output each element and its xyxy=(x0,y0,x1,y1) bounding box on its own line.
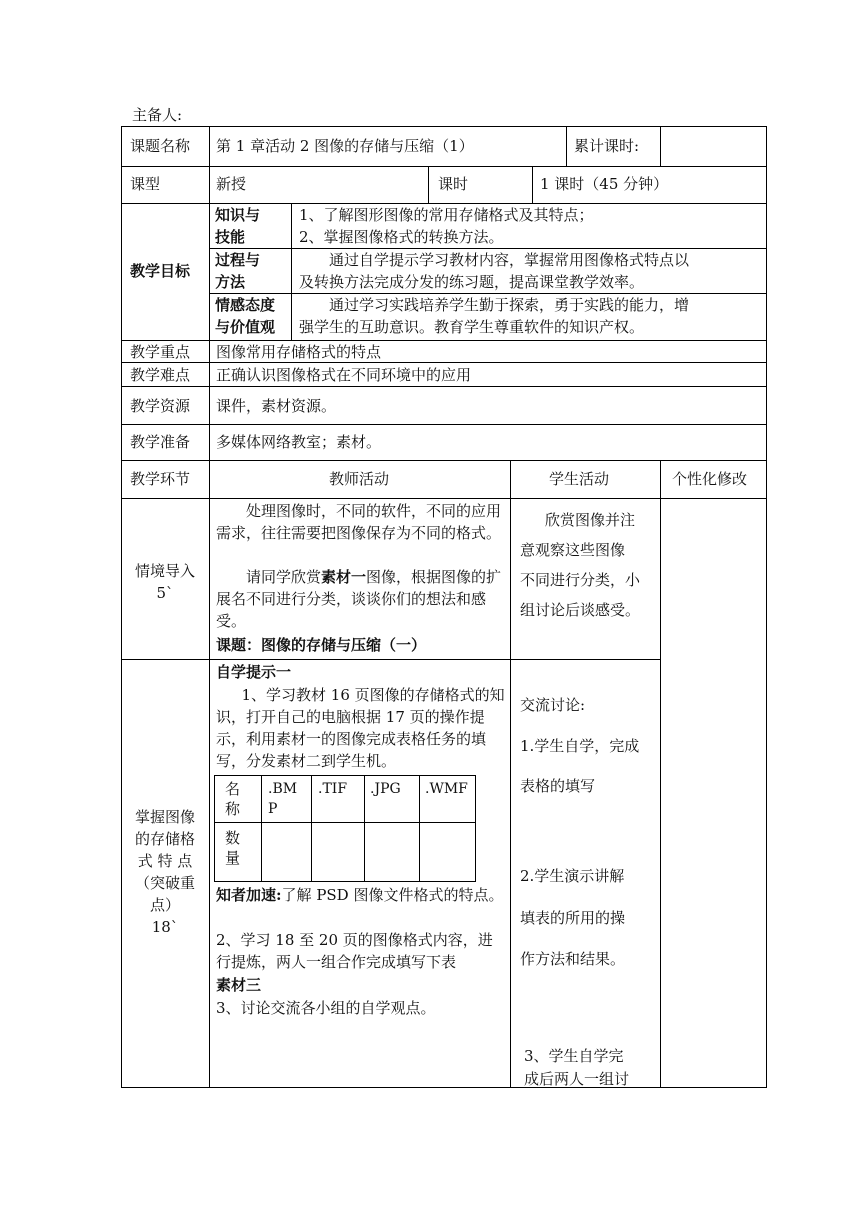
student-column-header: 学生活动 xyxy=(549,470,610,488)
extra-speedup-note: 知者加速:了解 PSD 图像文件格式的特点。 xyxy=(216,886,504,904)
inner-column-divider xyxy=(364,776,365,881)
column-divider xyxy=(291,203,292,340)
row-divider xyxy=(121,386,767,387)
stage1-topic: 课题：图像的存储与压缩（一） xyxy=(216,636,427,654)
stage2-student-item-6: 作方法和结果。 xyxy=(520,950,626,968)
cumulative-hours-label: 累计课时: xyxy=(574,137,640,155)
column-divider xyxy=(510,460,511,1088)
self-study-tip3: 3、讨论交流各小组的自学观点。 xyxy=(216,999,436,1017)
difficulty-label: 教学难点 xyxy=(130,366,191,384)
row-divider xyxy=(121,166,767,167)
stage2-student-item-7: 3、学生自学完 xyxy=(524,1047,624,1065)
course-name-label: 课题名称 xyxy=(130,137,191,155)
stage-column-header: 教学环节 xyxy=(130,470,191,488)
preparation-label: 教学准备 xyxy=(130,433,191,451)
stage2-student-item-1: 交流讨论: xyxy=(520,696,586,714)
row-divider xyxy=(121,498,767,499)
preparation-value: 多媒体网络教室；素材。 xyxy=(216,433,382,451)
column-divider xyxy=(660,460,661,1088)
inner-column-divider xyxy=(261,776,262,881)
teacher-column-header: 教师活动 xyxy=(329,470,390,488)
objective-attitude-label: 情感态度 与价值观 xyxy=(215,296,276,336)
stage1-student-activity: 欣赏图像并注 意观察这些图像 不同进行分类，小 组讨论后谈感受。 xyxy=(520,511,641,619)
stage1-name: 情境导入 5` xyxy=(134,562,195,602)
course-name-value: 第 1 章活动 2 图像的存储与压缩（1） xyxy=(216,137,474,155)
format-jpg: .JPG xyxy=(370,781,401,797)
objective-attitude-text: 通过学习实践培养学生勤于探索，勇于实践的能力，增 强学生的互助意识。教育学生尊重软件的知识产权。 xyxy=(299,296,690,336)
row-divider xyxy=(121,659,661,660)
format-count-row-label: 数 量 xyxy=(225,829,241,867)
objective-knowledge-text: 1、了解图形图像的常用存储格式及其特点； 2、掌握图像格式的转换方法。 xyxy=(299,206,594,246)
inner-row-divider xyxy=(215,822,475,823)
objective-process-label: 过程与 方法 xyxy=(215,251,261,291)
self-study-tip1: 1、学习教材 16 页图像的存储格式的知识，打开自己的电脑根据 17 页的操作提示，利用素材一的图像完成表格任务的填写，分发素材二到学生机。 xyxy=(216,686,505,770)
course-type-label: 课型 xyxy=(130,175,161,193)
format-wmf: .WMF xyxy=(425,781,468,797)
stage2-student-item-2: 1.学生自学，完成 xyxy=(520,737,640,755)
inner-column-divider xyxy=(419,776,420,881)
stage2-student-item-5: 填表的所用的操 xyxy=(520,909,626,927)
stage1-teacher-paragraph1: 处理图像时，不同的软件，不同的应用需求，往往需要把图像保存为不同的格式。 xyxy=(216,502,502,542)
column-divider xyxy=(532,166,533,203)
format-name-row-label: 名 称 xyxy=(225,780,241,818)
format-count-table xyxy=(214,775,476,882)
stage2-student-item-3: 表格的填写 xyxy=(520,777,596,795)
stage2-student-item-4: 2.学生演示讲解 xyxy=(520,867,625,885)
column-divider xyxy=(428,166,429,203)
stage2-name: 掌握图像 的存储格 式 特 点 （突破重 点） 18` xyxy=(134,808,195,936)
objectives-label: 教学目标 xyxy=(130,262,191,280)
format-bmp: .BM P xyxy=(268,781,298,817)
self-study-tip-title: 自学提示一 xyxy=(216,663,292,681)
self-study-tip2: 2、学习 18 至 20 页的图像格式内容，进行提炼，两人一组合作完成填写下表 xyxy=(216,931,493,971)
hours-label: 课时 xyxy=(438,175,469,193)
key-point-label: 教学重点 xyxy=(130,343,191,361)
hours-value: 1 课时（45 分钟） xyxy=(540,175,669,193)
stage2-student-item-8: 成后两人一组讨 xyxy=(524,1070,630,1088)
format-tif: .TIF xyxy=(318,781,348,797)
course-type-value: 新授 xyxy=(216,175,247,193)
objective-process-text: 通过自学提示学习教材内容，掌握常用图像格式特点以 及转换方法完成分发的练习题，提高课堂教学效率。 xyxy=(299,251,690,291)
row-divider xyxy=(121,460,767,461)
row-divider xyxy=(121,424,767,425)
difficulty-value: 正确认识图像格式在不同环境中的应用 xyxy=(216,366,472,384)
material-three: 素材三 xyxy=(216,976,262,994)
objective-knowledge-label: 知识与 技能 xyxy=(215,206,261,246)
personal-column-header: 个性化修改 xyxy=(672,470,748,488)
resources-label: 教学资源 xyxy=(130,397,191,415)
inner-column-divider xyxy=(311,776,312,881)
column-divider xyxy=(660,126,661,166)
key-point-value: 图像常用存储格式的特点 xyxy=(216,343,382,361)
resources-value: 课件，素材资源。 xyxy=(216,397,337,415)
stage1-teacher-paragraph2: 请同学欣赏素材一图像，根据图像的扩展名不同进行分类，谈谈你们的想法和感受。 xyxy=(216,568,502,630)
preparer-label: 主备人: xyxy=(132,106,183,124)
column-divider xyxy=(566,126,567,166)
column-divider xyxy=(209,126,210,1088)
